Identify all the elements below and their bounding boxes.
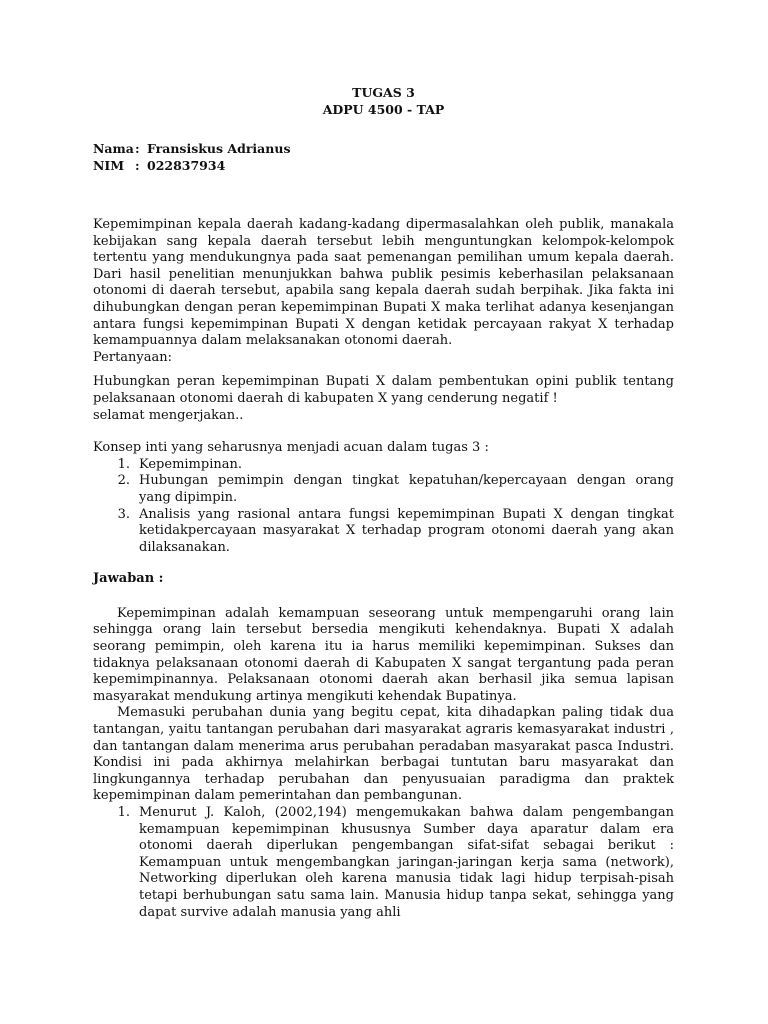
name-row	[93, 140, 674, 157]
list-item	[93, 473, 674, 506]
list-item	[93, 805, 674, 921]
konsep-list	[93, 457, 674, 557]
list-item-number: 3.	[117, 506, 130, 522]
list-item-text: Menurut J. Kaloh, (2002,194) mengemukakan bahwa dalam pengembangan kemampuan kepemimpinan khususnya Sumber daya aparatur dalam era otonomi daerah diperlukan pengembangan sifat-sifat sebagai berikut : Kemampuan untuk mengembangkan jaringan-jaringan kerja sama (network), Networking diperlukan oleh karena manusia tidak lagi hidup terpisah-pisah tetapi berhubungan satu sama lain. Manusia hidup tanpa sekat, sehingga yang dapat survive adalah manusia yang ahli	[139, 805, 674, 920]
name-separator: :	[135, 141, 140, 156]
answer-list	[93, 805, 674, 921]
list-item-text: Kepemimpinan.	[139, 456, 242, 472]
list-item	[93, 507, 674, 557]
intro-paragraph: Kepemimpinan kepala daerah kadang-kadang dipermasalahkan oleh publik, manakala kebijakan sang kepala daerah tersebut lebih menguntungkan kelompok-kelompok tertentu yang mendukungnya pada saat pemenangan pemilihan umum kepala daerah. Dari hasil penelitian menunjukkan bahwa publik pesimis keberhasilan pelaksanaan otonomi di daerah tersebut, apabila sang kepala daerah sudah berpihak. Jika fakta ini dihubungkan dengan peran kepemimpinan Bupati X maka terlihat adanya kesenjangan antara fungsi kepemimpinan Bupati X dengan ketidak percayaan rakyat X terhadap kemampuannya dalam melaksanakan otonomi daerah.	[93, 217, 674, 349]
list-item-text: Hubungan pemimpin dengan tingkat kepatuhan/kepercayaan dengan orang yang dipimpin.	[139, 473, 674, 505]
question-label: Pertanyaan:	[93, 349, 173, 365]
document-title: TUGAS 3	[352, 85, 415, 100]
list-item-text: Analisis yang rasional antara fungsi kepemimpinan Bupati X dengan tingkat ketidakpercayaan masyarakat X terhadap program otonomi daerah yang akan dilaksanakan.	[139, 506, 674, 555]
nim-value: 022837934	[147, 158, 226, 173]
nim-label: NIM	[93, 158, 125, 173]
answer-paragraph-2: Memasuki perubahan dunia yang begitu cepat, kita dihadapkan paling tidak dua tantangan, yaitu tantangan perubahan dari masyarakat agraris kemasyarakat industri , dan tantangan dalam menerima arus perubahan peradaban masyarakat pasca Industri. Kondisi ini pada akhirnya melahirkan berbagai tuntutan baru masyarakat dan lingkungannya terhadap perubahan dan penyusuaian paradigma dan praktek kepemimpinan dalam pemerintahan dan pembangunan.	[93, 705, 674, 804]
closing-line: selamat mengerjakan..	[93, 407, 244, 423]
nim-row	[93, 157, 674, 174]
list-item-number: 1.	[117, 456, 130, 472]
nim-separator: :	[135, 158, 140, 173]
list-item	[93, 457, 674, 474]
document-subtitle: ADPU 4500 - TAP	[322, 102, 445, 117]
answer-heading: Jawaban :	[93, 571, 164, 587]
list-item-number: 1.	[117, 805, 130, 820]
answer-paragraph-1: Kepemimpinan adalah kemampuan seseorang untuk mempengaruhi orang lain sehingga orang lain tersebut bersedia mengikuti kehendaknya. Bupati X adalah seorang pemimpin, oleh karena itu ia harus memiliki kepemimpinan. Sukses dan tidaknya pelaksanaan otonomi daerah di Kabupaten X sangat tergantung pada peran kepemimpinannya. Pelaksanaan otonomi daerah akan berhasil jika semua lapisan masyarakat mendukung artinya mengikuti kehendak Bupatinya.	[93, 605, 674, 704]
list-item-number: 2.	[117, 473, 130, 489]
konsep-heading: Konsep inti yang seharusnya menjadi acuan dalam tugas 3 :	[93, 440, 489, 456]
question-text: Hubungkan peran kepemimpinan Bupati X dalam pembentukan opini publik tentang pelaksanaan otonomi daerah di kabupaten X yang cenderung negatif !	[93, 374, 674, 406]
identity-block	[93, 140, 674, 174]
name-value: Fransiskus Adrianus	[147, 141, 291, 156]
name-label: Nama	[93, 141, 134, 156]
